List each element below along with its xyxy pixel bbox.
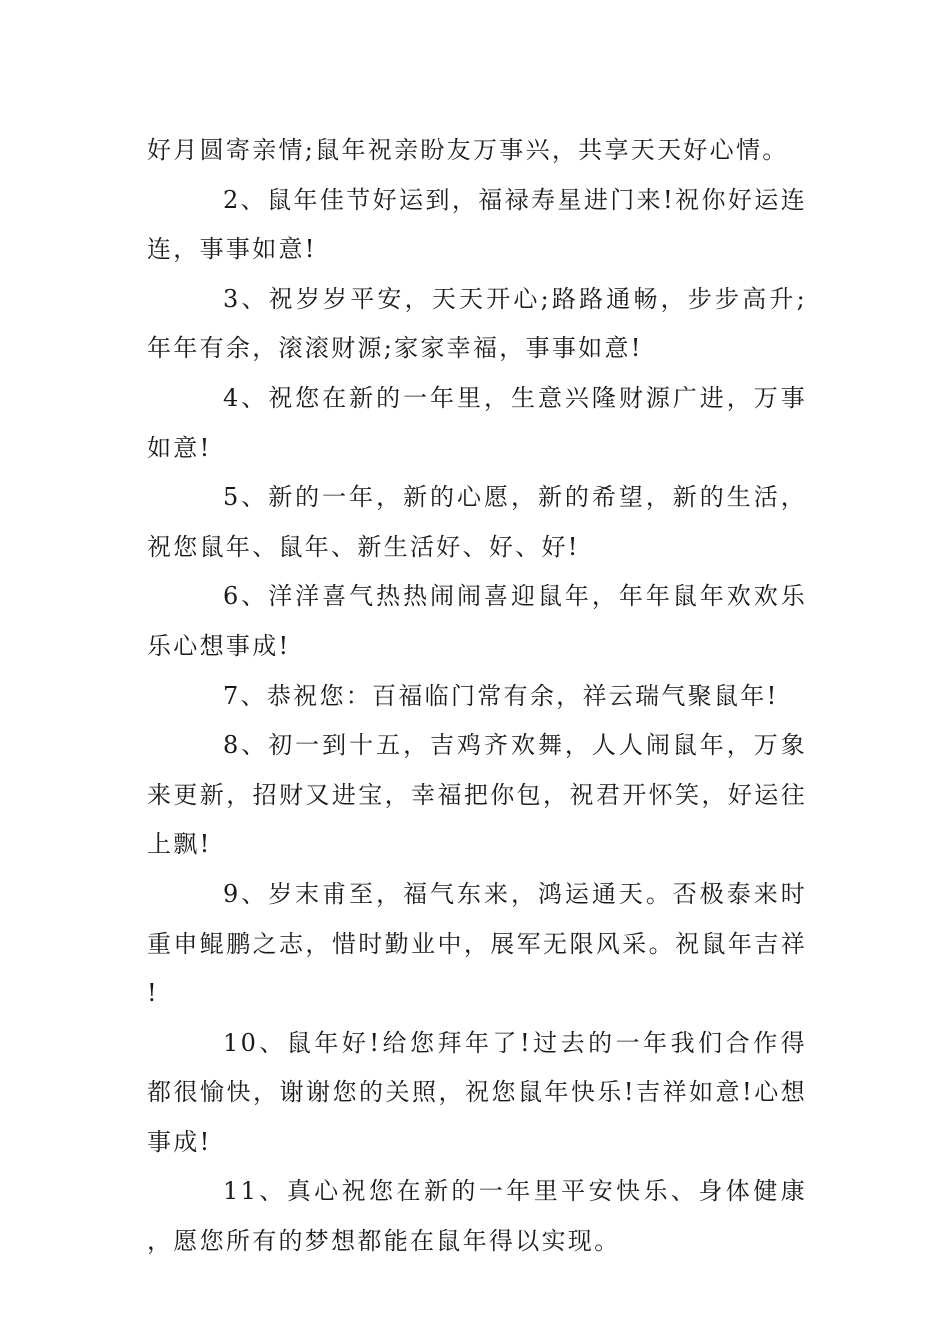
paragraph-item-8: 8、初一到十五，吉鸡齐欢舞，人人闹鼠年，万象来更新，招财又进宝，幸福把你包，祝君开怀笑，好运往上飘! [147,731,807,859]
paragraph-item-7: 7、恭祝您：百福临门常有余，祥云瑞气聚鼠年! [223,681,779,710]
paragraph-item-2: 2、鼠年佳节好运到，福禄寿星进门来!祝你好运连连，事事如意! [147,185,807,264]
paragraph-item-3: 3、祝岁岁平安，天天开心;路路通畅，步步高升;年年有余，滚滚财源;家家幸福，事事如意! [147,284,807,363]
paragraph-item-10: 10、鼠年好!给您拜年了!过去的一年我们合作得都很愉快，谢谢您的关照，祝您鼠年快乐!吉祥如意!心想事成! [147,1028,807,1156]
document-body [147,126,807,1267]
paragraph-item-11: 11、真心祝您在新的一年里平安快乐、身体健康，愿您所有的梦想都能在鼠年得以实现。 [147,1177,807,1256]
paragraph-item-9: 9、岁末甫至，福气东来，鸿运通天。否极泰来时重申鲲鹏之志，惜时勤业中，展军无限风采。祝鼠年吉祥! [147,879,807,1008]
paragraph-item-5: 5、新的一年，新的心愿，新的希望，新的生活，祝您鼠年、鼠年、新生活好、好、好! [147,483,807,561]
paragraph-item-6: 6、洋洋喜气热热闹闹喜迎鼠年，年年鼠年欢欢乐乐心想事成! [147,582,807,660]
paragraph-continuation: 好月圆寄亲情;鼠年祝亲盼友万事兴，共享天天好心情。 [147,136,789,164]
paragraph-item-4: 4、祝您在新的一年里，生意兴隆财源广进，万事如意! [147,383,807,462]
